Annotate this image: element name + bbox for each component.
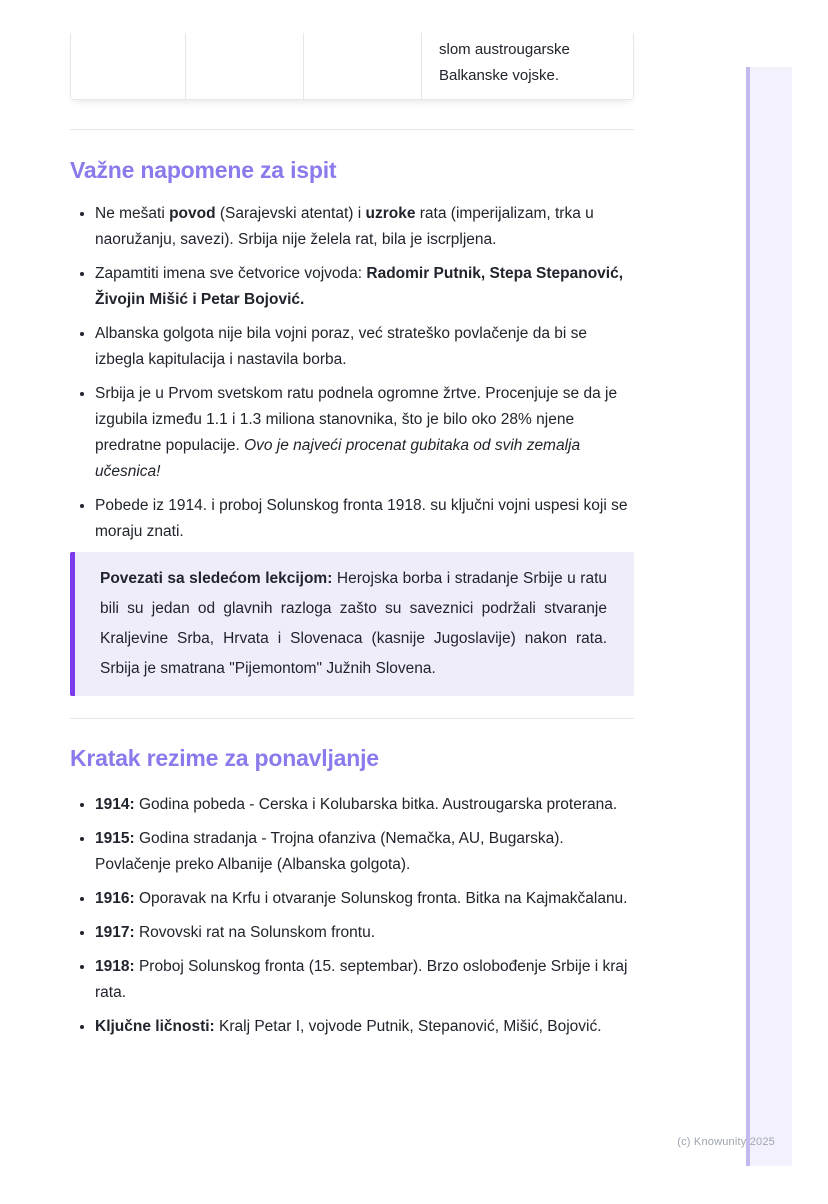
copyright-note: (c) Knowunity 2025 (677, 1136, 775, 1148)
text-segment: Radomir Putnik, Stepa Stepanović, Živojin Mišić i Petar Bojović. (95, 265, 624, 308)
text-segment: Ovo je najveći procenat gubitaka od svih zemalja učesnica! (95, 437, 581, 480)
table-cell-empty (71, 33, 186, 99)
text-segment: Godina pobeda - Cerska i Kolubarska bitka. Austrougarska proterana. (134, 796, 618, 813)
list-item (95, 791, 634, 818)
text-segment: Oporavak na Krfu i otvaranje Solunskog fronta. Bitka na Kajmakčalanu. (134, 890, 628, 907)
list-item (95, 953, 634, 1006)
text-segment: Ključne ličnosti: (95, 1018, 215, 1035)
text-segment: 1915: (95, 830, 135, 847)
next-page-edge (746, 67, 792, 1166)
text-segment: Srbija je u Prvom svetskom ratu podnela ogromne žrtve. Procenjuje se da je izgubila između 1.1 i 1.3 miliona stanovnika, što je bilo oko 28% njene predratne populacije. (95, 385, 618, 454)
text-segment: 1917: (95, 924, 135, 941)
list-item (95, 260, 634, 313)
exam-notes-list (70, 200, 634, 545)
text-segment: 1916: (95, 890, 135, 907)
text-segment: Povezati sa sledećom lekcijom: (100, 570, 333, 587)
list-item (95, 1013, 634, 1040)
text-segment: Godina stradanja - Trojna ofanziva (Nemačka, AU, Bugarska). Povlačenje preko Albanije (Albanska golgota). (95, 830, 564, 873)
table-cell-empty (186, 33, 304, 99)
text-segment: 1914: (95, 796, 135, 813)
table-fragment (70, 33, 634, 100)
text-segment: Albanska golgota nije bila vojni poraz, već strateško povlačenje da bi se izbegla kapitulacija i nastavila borba. (95, 325, 587, 368)
text-segment: Ne mešati (95, 205, 170, 222)
list-item (95, 320, 634, 373)
list-item (95, 885, 634, 912)
list-item (95, 919, 634, 946)
text-segment: Kralj Petar I, vojvode Putnik, Stepanović, Mišić, Bojović. (214, 1018, 602, 1035)
section-divider (70, 129, 634, 130)
list-item (95, 825, 634, 878)
text-segment: 1918: (95, 958, 135, 975)
text-segment: povod (169, 205, 216, 222)
callout-next-lesson (70, 552, 634, 696)
text-segment: Herojska borba i stradanje Srbije u ratu bili su jedan od glavnih razloga zašto su saveznici podržali stvaranje Kraljevine Srba, Hrvata i Slovenaca (kasnije Jugoslavije) nakon rata. Srbija je smatrana "Pijemontom" Južnih Slovena. (100, 570, 607, 677)
section-heading-summary: Kratak rezime za ponavljanje (70, 745, 379, 771)
text-segment: Rovovski rat na Solunskom frontu. (134, 924, 376, 941)
text-segment: (Sarajevski atentat) i (215, 205, 366, 222)
summary-list (70, 791, 634, 1040)
section-heading-exam-notes: Važne napomene za ispit (70, 157, 337, 183)
text-segment: Proboj Solunskog fronta (15. septembar). Brzo oslobođenje Srbije i kraj rata. (95, 958, 628, 1001)
text-segment: uzroke (365, 205, 416, 222)
text-segment: Pobede iz 1914. i proboj Solunskog fronta 1918. su ključni vojni uspesi koji se moraju znati. (95, 497, 628, 540)
document-page (70, 33, 634, 1040)
list-item (95, 200, 634, 253)
text-segment: rata (imperijalizam, trka u naoružanju, savezi). Srbija nije želela rat, bila je iscrpljena. (95, 205, 594, 248)
text-segment: Zapamtiti imena sve četvorice vojvoda: (95, 265, 367, 282)
table-cell-text: slom austrougarske Balkanske vojske. (439, 41, 570, 84)
section-divider (70, 718, 634, 719)
list-item (95, 492, 634, 545)
table-cell-empty (304, 33, 422, 99)
list-item (95, 380, 634, 485)
